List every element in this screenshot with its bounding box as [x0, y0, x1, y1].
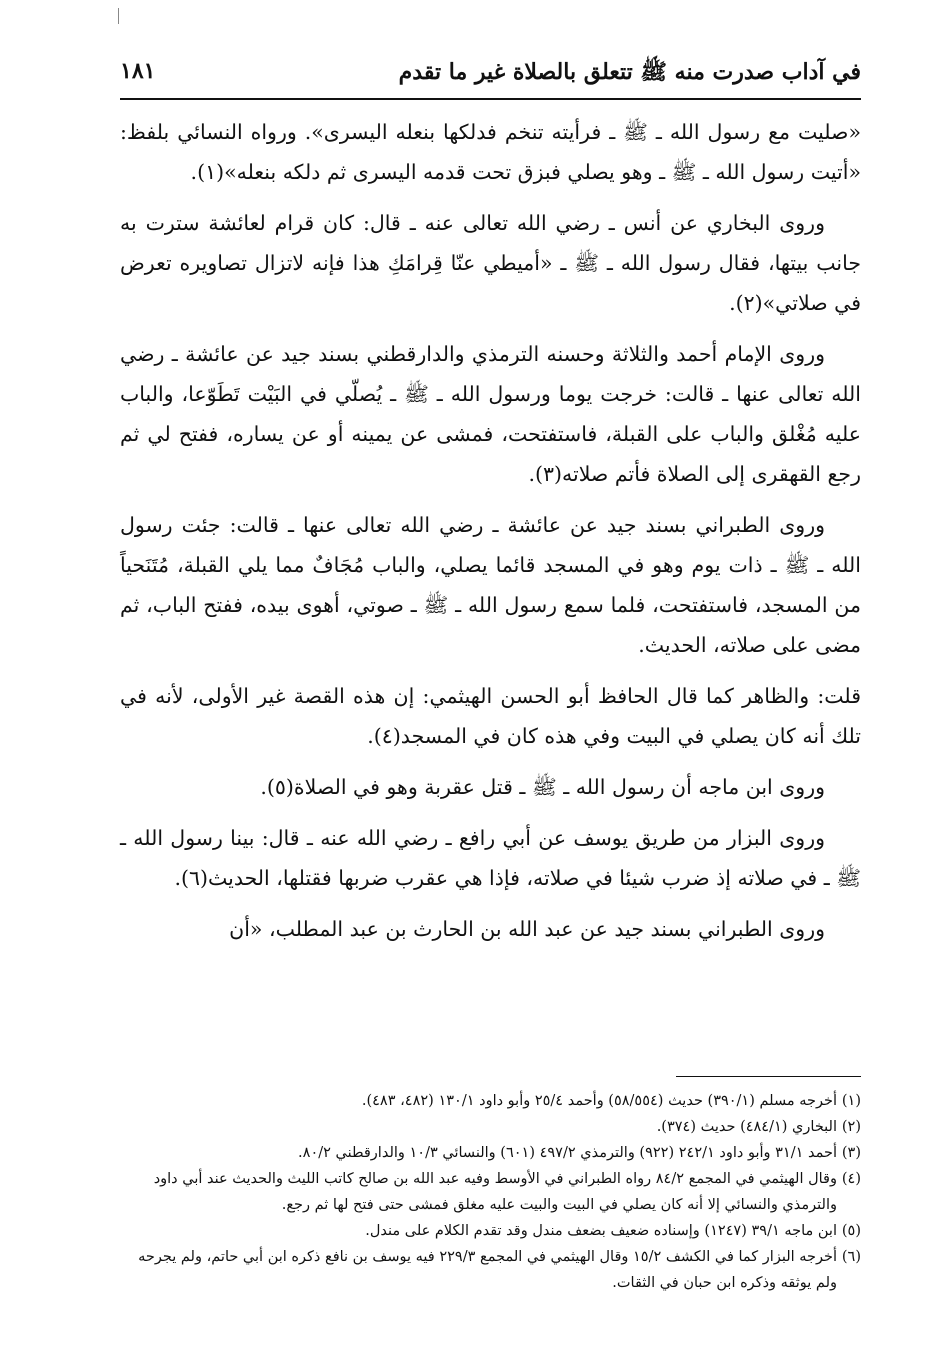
footnote-number: (٥) [841, 1223, 861, 1239]
paragraph: وروى الإمام أحمد والثلاثة وحسنه الترمذي والدارقطني بسند جيد عن عائشة ـ رضي الله تعالى عنها ـ قالت: خرجت يوما ورسول الله ـ ﷺ ـ يُصلّي في البَيْت تَطَوّعا، والباب عليه مُغْلق والباب على القبلة، فاستفتحت، فمشى عن يمينه أو عن يساره، ففتح لي ثم رجع القهقرى إلى الصلاة فأتم صلاته(٣). [120, 342, 861, 486]
footnote-number: (٣) [841, 1145, 861, 1161]
paragraph: وروى البخاري عن أنس ـ رضي الله تعالى عنه ـ قال: كان قرام لعائشة سترت به جانب بيتها، فقال رسول الله ـ ﷺ ـ «أميطي عنّا قِرامَكِ هذا فإنه لاتزال تصاويره تعرض في صلاتي»(٢). [120, 211, 861, 315]
footnote-number: (٦) [841, 1249, 861, 1265]
paragraph: وروى الطبراني بسند جيد عن عائشة ـ رضي الله تعالى عنها ـ قالت: جئت رسول الله ـ ﷺ ـ ذات يوم وهو في المسجد قائما يصلي، والباب مُجَافٌ مما يلي القبلة، مُتَنَحياً من المسجد، فاستفتحت، فلما سمع رسول الله ـ ﷺ ـ صوتي، أهوى بيده، ففتح الباب، ثم مضى على صلاته، الحديث. [120, 513, 861, 657]
body-text [120, 112, 861, 960]
scan-mark [118, 8, 119, 24]
footnotes [120, 1088, 861, 1296]
footnote [120, 1244, 861, 1296]
footnote [120, 1166, 861, 1218]
paragraph: وروى البزار من طريق يوسف عن أبي رافع ـ رضي الله عنه ـ قال: بينا رسول الله ـ ﷺ ـ في صلاته إذ ضرب شيئا في صلاته، فإذا هي عقرب ضربها فقتلها، الحديث(٦). [120, 826, 861, 890]
footnote-text: البخاري (٤٨٤/١) حديث (٣٧٤). [656, 1119, 837, 1135]
page-number: ١٨١ [120, 58, 156, 84]
footnote [120, 1218, 861, 1244]
footnote-text: أخرجه مسلم (٣٩٠/١) حديث (٥٨/٥٥٤) وأحمد ٢٥/٤ وأبو داود ١٣٠/١ (٤٨٢، ٤٨٣). [361, 1093, 837, 1109]
paragraph: وروى الطبراني بسند جيد عن عبد الله بن الحارث بن عبد المطلب، «أن [229, 917, 825, 941]
footnote [120, 1088, 861, 1114]
footnote-text: أحمد ٣١/١ وأبو داود ٢٤٢/١ (٩٢٢) والترمذي ٤٩٧/٢ (٦٠١) والنسائي ١٠/٣ والدارقطني ٨٠/٢. [298, 1145, 837, 1161]
footnote [120, 1140, 861, 1166]
footnote-number: (٤) [841, 1171, 861, 1187]
paragraph: قلت: والظاهر كما قال الحافظ أبو الحسن الهيثمي: إن هذه القصة غير الأولى، لأنه في تلك أنه كان يصلي في البيت وفي هذه كان في المسجد(٤). [120, 684, 861, 748]
footnote-divider [676, 1076, 861, 1077]
footnote-number: (٢) [841, 1119, 861, 1135]
footnote-text: أخرجه البزار كما في الكشف ١٥/٢ وقال الهيثمي في المجمع ٢٢٩/٣ فيه يوسف بن نافع ذكره ابن أبي حاتم، ولم يجرحه ولم يوثقه وذكره ابن حبان في الثقات. [138, 1249, 837, 1291]
header-title: في آداب صدرت منه ﷺ تتعلق بالصلاة غير ما تقدم [398, 59, 861, 85]
running-header [120, 52, 861, 102]
paragraph: «صليت مع رسول الله ـ ﷺ ـ فرأيته تنخم فدلكها بنعله اليسرى». ورواه النسائي بلفظ: «أتيت رسول الله ـ ﷺ ـ وهو يصلي فبزق تحت قدمه اليسرى ثم دلكه بنعله»(١). [120, 120, 861, 184]
paragraph: وروى ابن ماجه أن رسول الله ـ ﷺ ـ قتل عقربة وهو في الصلاة(٥). [260, 775, 825, 799]
header-divider [120, 98, 861, 100]
footnote-text: ابن ماجه ٣٩/١ (١٢٤٧) وإسناده ضعيف بضعف مندل وقد تقدم الكلام على مندل. [365, 1223, 837, 1239]
footnote-number: (١) [841, 1093, 861, 1109]
footnote [120, 1114, 861, 1140]
footnote-text: وقال الهيثمي في المجمع ٨٤/٢ رواه الطبراني في الأوسط وفيه عبد الله بن صالح كاتب الليث والحديث عند أبي داود والترمذي والنسائي إلا أنه كان يصلي في البيت والبيت عليه مغلق فمشى حتى فتح لها ثم رجع. [153, 1171, 837, 1213]
